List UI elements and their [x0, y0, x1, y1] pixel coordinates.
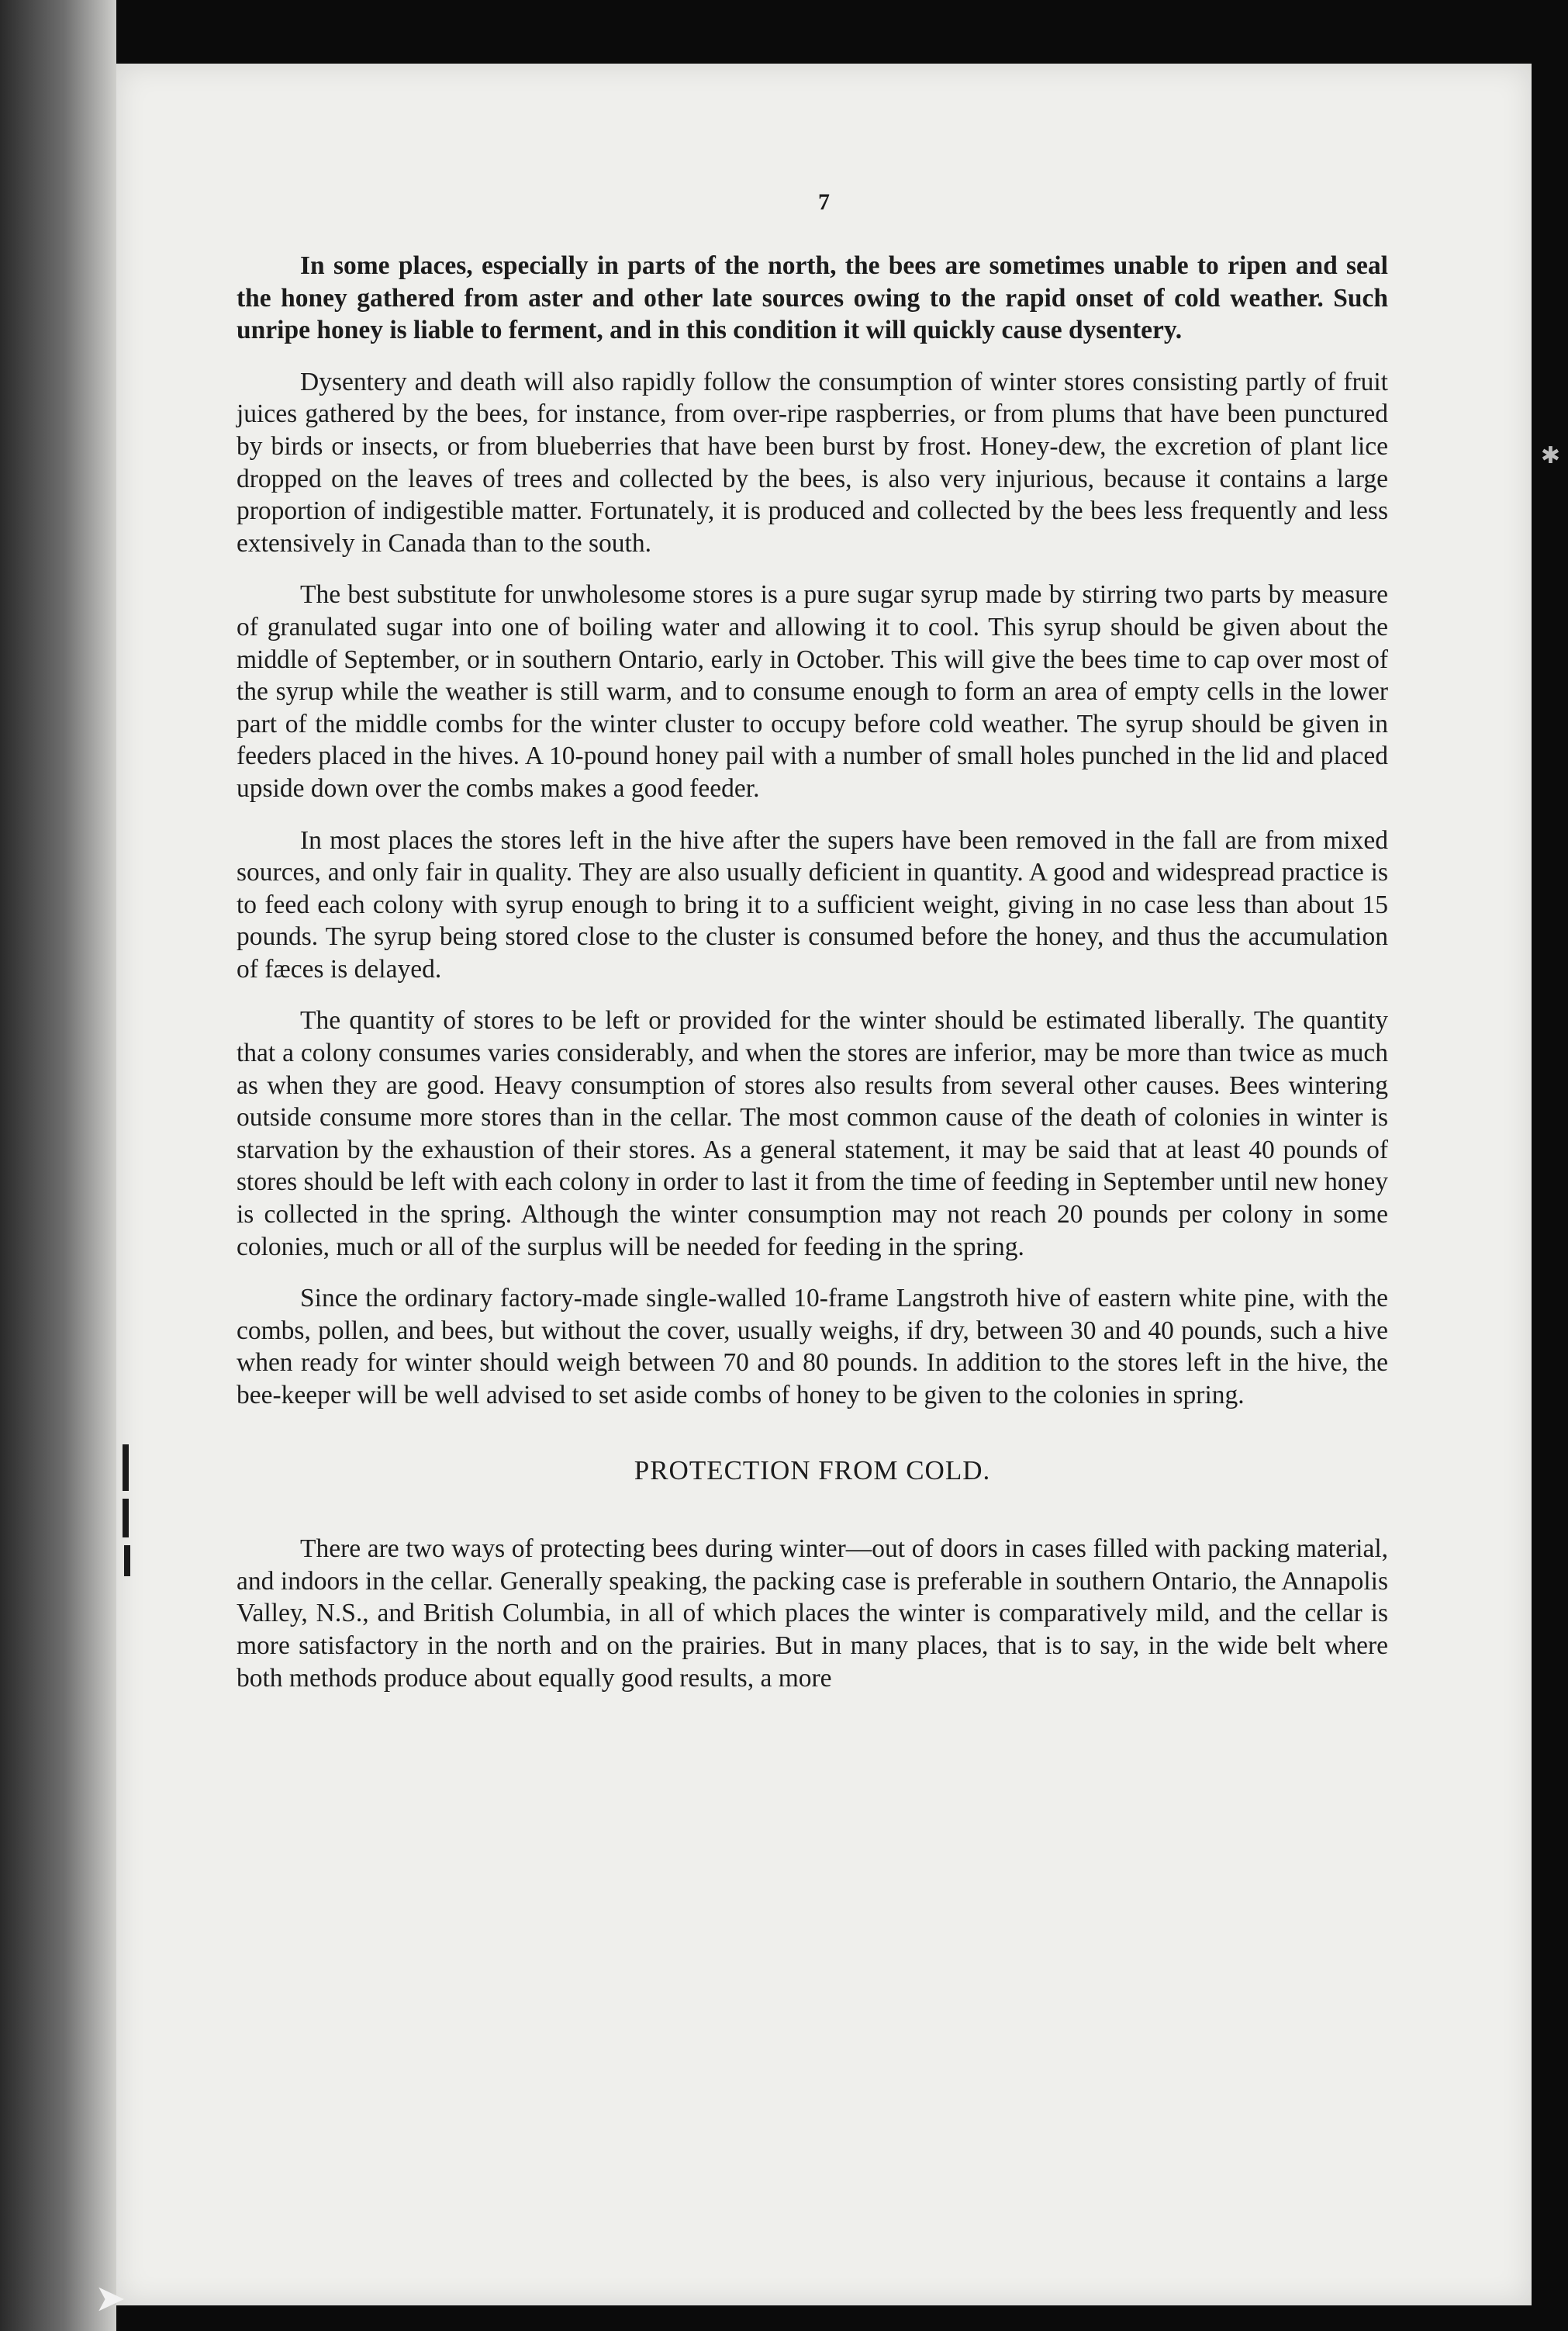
scan-border-right [1532, 0, 1568, 2331]
document-page [116, 64, 1532, 2305]
paragraph: There are two ways of protecting bees during winter—out of doors in cases filled with packing material, and indoors in the cellar. Generally speaking, the packing case is preferable in southern Ontario, the Annapolis Valley, N.S., and British Columbia, in all of which places the winter is comparatively mild, and the cellar is more satisfactory in the north and on the prairies. But in many places, that is to say, in the wide belt where both methods produce about equally good results, a more [237, 1534, 1388, 1693]
binding-mark [123, 1499, 129, 1537]
paragraph: In most places the stores left in the hive after the supers have been removed in the fall are from mixed sources, and only fair in quality. They are also usually deficient in quantity. A good and widespread practice is to feed each colony with syrup enough to bring it to a sufficient weight, giving in no case less than about 15 pounds. The syrup being stored close to the cluster is consumed before the honey, and thus the accumulation of fæces is delayed. [237, 825, 1388, 984]
binding-mark [123, 1444, 129, 1491]
scan-artifact-icon: ✱ [1540, 443, 1560, 469]
paragraph: In some places, especially in parts of the north, the bees are sometimes unable to ripen and seal the honey gathered from aster and other late sources owing to the rapid onset of cold weather. Such unripe honey is liable to ferment, and in this condition it will quickly cause dysentery. [237, 251, 1388, 345]
page-body [237, 250, 1388, 1714]
previous-page-edge [0, 0, 116, 2331]
page-number: 7 [818, 189, 830, 215]
paragraph: Since the ordinary factory-made single-walled 10-frame Langstroth hive of eastern white pine, with the combs, pollen, and bees, but without the cover, usually weighs, if dry, between 30 and 40 pounds, such a hive when ready for winter should weigh between 70 and 80 pounds. In addition to the stores left in the hive, the bee-keeper will be well advised to set aside combs of honey to be given to the colonies in spring. [237, 1284, 1388, 1409]
paragraph: Dysentery and death will also rapidly follow the consumption of winter stores consisting partly of fruit juices gathered by the bees, for instance, from over-ripe raspberries, or from plums that have been punctured by birds or insects, or from blueberries that have been burst by frost. Honey-dew, the excretion of plant lice dropped on the leaves of trees and collected by the bees, is also very injurious, because it contains a large proportion of indigestible matter. Fortunately, it is produced and collected by the bees less frequently and less extensively in Canada than to the south. [237, 367, 1388, 558]
corner-arrow-icon: ➤ [95, 2278, 126, 2319]
paragraph: The best substitute for unwholesome stores is a pure sugar syrup made by stirring two parts by measure of granulated sugar into one of boiling water and allowing it to cool. This syrup should be given about the middle of September, or in southern Ontario, early in October. This will give the bees time to cap over most of the syrup while the weather is still warm, and to consume enough to form an area of empty cells in the lower part of the middle combs for the winter cluster to occupy before cold weather. The syrup should be given in feeders placed in the hives. A 10-pound honey pail with a number of small holes punched in the lid and placed upside down over the combs makes a good feeder. [237, 580, 1388, 803]
binding-mark [124, 1545, 130, 1576]
section-heading: PROTECTION FROM COLD. [634, 1454, 991, 1485]
paragraph: The quantity of stores to be left or provided for the winter should be estimated liberally. The quantity that a colony consumes varies considerably, and when the stores are inferior, may be more than twice as much as when they are good. Heavy consumption of stores also results from several other causes. Bees wintering outside consume more stores than in the cellar. The most common cause of the death of colonies in winter is starvation by the exhaustion of their stores. As a general statement, it may be said that at least 40 pounds of stores should be left with each colony in order to last it from the time of feeding in September until new honey is collected in the spring. Although the winter consumption may not reach 20 pounds per colony in some colonies, much or all of the surplus will be needed for feeding in the spring. [237, 1006, 1388, 1261]
